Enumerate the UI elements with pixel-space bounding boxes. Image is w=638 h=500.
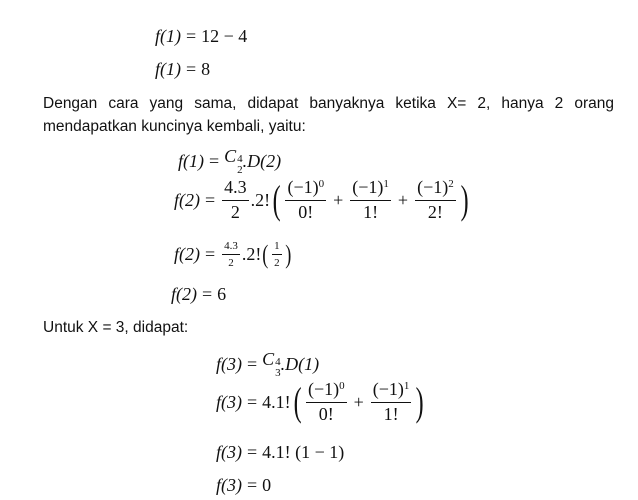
term-base: (−1) — [287, 177, 319, 197]
term-base: (−1) — [417, 177, 449, 197]
equation-f3-b — [216, 380, 427, 425]
fraction-denominator: 0! — [298, 201, 314, 222]
left-paren: ( — [262, 239, 269, 269]
fraction — [306, 380, 347, 425]
combination-letter: C — [262, 349, 275, 369]
combination-symbol — [224, 146, 243, 176]
fraction-denominator: 2! — [427, 201, 443, 222]
fraction-denominator: 2 — [228, 257, 234, 270]
left-paren: ( — [272, 177, 281, 223]
eq-rest: .D(1) — [280, 353, 320, 374]
eq-lhs: f(2) — [174, 189, 200, 210]
fraction — [371, 380, 412, 425]
equals-sign: = — [205, 189, 216, 210]
equals-sign: = — [186, 59, 197, 79]
equation-f3-c — [216, 442, 344, 463]
right-paren: ) — [284, 239, 291, 269]
fraction — [350, 178, 391, 223]
eq-rhs: 12 − 4 — [201, 26, 248, 46]
plus-sign: + — [333, 189, 344, 210]
eq-rhs: 4.1! (1 − 1) — [262, 442, 345, 462]
right-paren: ) — [460, 177, 469, 223]
fraction-numerator — [350, 178, 391, 201]
combination-letter: C — [224, 146, 237, 166]
equals-sign: = — [247, 391, 258, 412]
eq-rest: .D(2) — [242, 150, 282, 171]
eq-rhs: 6 — [217, 284, 227, 304]
eq-factor: .2! — [250, 189, 271, 210]
left-paren: ( — [293, 379, 302, 425]
eq-lhs: f(1) — [178, 150, 204, 171]
eq-factor: .2! — [241, 244, 262, 265]
fraction-denominator: 2 — [274, 257, 280, 270]
combination-sub: 2 — [237, 164, 243, 176]
equation-f1-b — [155, 59, 210, 80]
fraction-numerator — [306, 380, 347, 403]
equals-sign: = — [247, 442, 258, 462]
combination-symbol — [262, 349, 281, 379]
paragraph-x3 — [43, 316, 614, 339]
term-base: (−1) — [372, 379, 404, 399]
plus-sign: + — [353, 391, 364, 412]
equals-sign: = — [186, 26, 197, 46]
paragraph-line: Dengan cara yang sama, didapat banyaknya ketika X= 2, hanya 2 orang — [43, 95, 614, 112]
fraction-denominator: 1! — [363, 201, 379, 222]
term-exponent: 2 — [448, 178, 454, 190]
fraction-numerator — [285, 178, 326, 201]
fraction-numerator: 1 — [272, 240, 282, 255]
combination-sub: 3 — [275, 367, 281, 379]
equation-f2-b — [174, 240, 292, 269]
equation-f1-c — [178, 146, 281, 176]
fraction — [222, 178, 249, 223]
equation-f2-a — [174, 178, 471, 223]
fraction-denominator: 1! — [383, 403, 399, 424]
paragraph-x2 — [43, 92, 614, 138]
combination-sup: 4 — [237, 153, 243, 165]
equation-f3-a — [216, 349, 319, 379]
eq-lhs: f(3) — [216, 391, 242, 412]
fraction-denominator: 2 — [230, 201, 240, 222]
fraction-numerator: 4.3 — [222, 178, 249, 201]
fraction — [415, 178, 456, 223]
term-exponent: 1 — [403, 380, 410, 392]
eq-lhs: f(2) — [174, 244, 200, 265]
fraction-denominator: 0! — [318, 403, 334, 424]
equals-sign: = — [247, 475, 258, 495]
term-exponent: 0 — [339, 380, 345, 392]
equation-f1-a — [155, 26, 247, 47]
equals-sign: = — [202, 284, 213, 304]
eq-lhs: f(3) — [216, 475, 242, 495]
right-paren: ) — [416, 379, 425, 425]
fraction — [285, 178, 326, 223]
equation-f2-c — [171, 284, 226, 305]
equals-sign: = — [205, 244, 216, 265]
fraction — [272, 240, 282, 269]
eq-lhs: f(1) — [155, 59, 181, 79]
term-base: (−1) — [307, 379, 340, 399]
equals-sign: = — [209, 150, 220, 171]
eq-lhs: f(3) — [216, 353, 242, 374]
term-exponent: 1 — [383, 178, 389, 190]
fraction — [222, 240, 240, 269]
term-exponent: 0 — [318, 178, 325, 190]
eq-lhs: f(2) — [171, 284, 197, 304]
term-base: (−1) — [352, 177, 384, 197]
fraction-numerator: 4.3 — [222, 240, 240, 255]
eq-lhs: f(1) — [155, 26, 181, 46]
eq-rhs: 8 — [201, 59, 211, 79]
eq-rhs: 0 — [262, 475, 272, 495]
combination-sup: 4 — [275, 356, 281, 368]
equals-sign: = — [247, 353, 258, 374]
fraction-numerator — [415, 178, 456, 201]
eq-lhs: f(3) — [216, 442, 242, 462]
paragraph-line: Untuk X = 3, didapat: — [43, 319, 189, 336]
equation-f3-d — [216, 475, 271, 496]
fraction-numerator — [371, 380, 412, 403]
plus-sign: + — [397, 189, 409, 210]
paragraph-line: mendapatkan kuncinya kembali, yaitu: — [43, 118, 306, 135]
eq-coefficient: 4.1! — [262, 391, 291, 412]
